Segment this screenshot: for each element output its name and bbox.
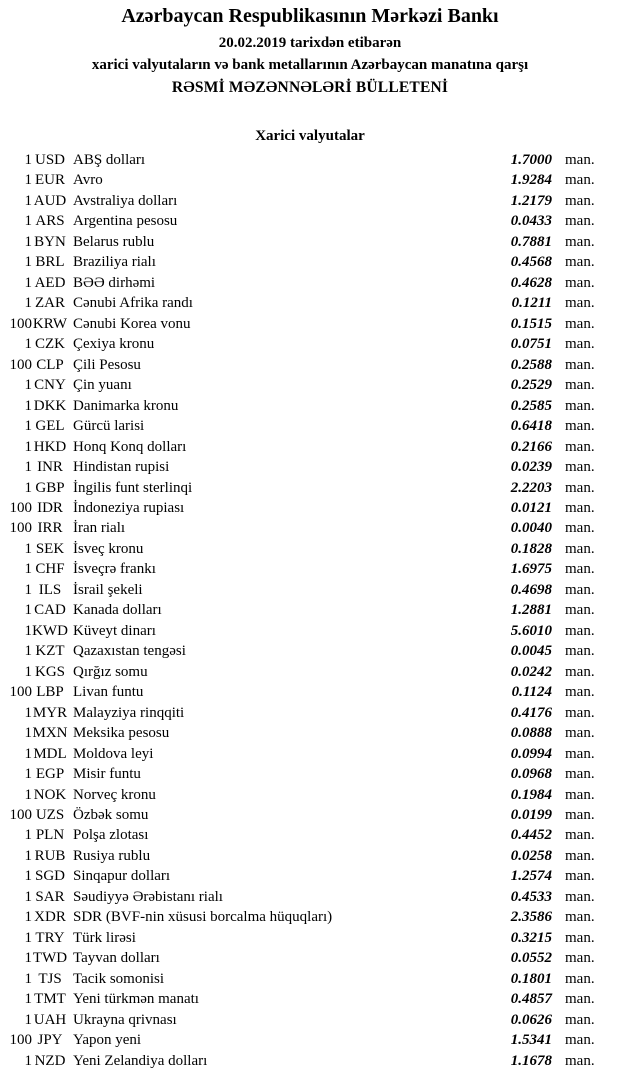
currency-name-cell: Küveyt dinarı bbox=[73, 622, 156, 639]
quantity-cell: 100 bbox=[9, 684, 32, 701]
table-row bbox=[0, 314, 597, 334]
currency-code-cell: ILS bbox=[38, 581, 62, 598]
rate-value-cell: 0.0045 bbox=[510, 643, 552, 660]
table-row bbox=[0, 744, 597, 764]
table-row bbox=[0, 928, 597, 948]
currency-code-cell: HKD bbox=[33, 438, 67, 455]
currency-name-cell: ABŞ dolları bbox=[73, 152, 146, 168]
unit-label-cell: man. bbox=[565, 745, 595, 762]
quantity-cell: 1 bbox=[24, 459, 32, 476]
table-row bbox=[0, 866, 597, 886]
currency-code-cell: AED bbox=[34, 274, 66, 291]
unit-label-cell: man. bbox=[565, 909, 595, 926]
currency-code-cell: LBP bbox=[36, 684, 64, 701]
currency-code-cell: GBP bbox=[35, 479, 65, 496]
unit-label-cell: man. bbox=[565, 1011, 595, 1028]
rate-value-cell: 0.0199 bbox=[510, 807, 552, 823]
rate-value-cell: 0.4857 bbox=[510, 991, 552, 1008]
currency-name-cell: Tayvan dolları bbox=[73, 950, 160, 967]
rate-value-cell: 0.1211 bbox=[511, 295, 552, 312]
table-row bbox=[0, 825, 597, 845]
table-row bbox=[0, 498, 597, 518]
quantity-cell: 1 bbox=[24, 1011, 32, 1028]
currency-name-cell: Qırğız somu bbox=[73, 663, 148, 680]
table-row bbox=[0, 416, 597, 436]
currency-name-cell: Danimarka kronu bbox=[73, 397, 179, 414]
currency-name-cell: Qazaxıstan tengəsi bbox=[73, 643, 186, 660]
unit-label-cell: man. bbox=[565, 766, 595, 783]
quantity-cell: 1 bbox=[24, 418, 32, 435]
rate-value-cell: 0.0239 bbox=[510, 459, 552, 476]
quantity-cell: 1 bbox=[24, 397, 32, 414]
table-row bbox=[0, 682, 597, 702]
currency-code-cell: KWD bbox=[32, 622, 68, 639]
section-title: Xarici valyutalar bbox=[255, 128, 365, 144]
quantity-cell: 1 bbox=[24, 950, 32, 967]
currency-code-cell: BRL bbox=[35, 254, 65, 271]
rate-value-cell: 1.2881 bbox=[510, 602, 552, 619]
currency-code-cell: MXN bbox=[32, 725, 68, 742]
rate-value-cell: 0.4628 bbox=[510, 274, 552, 291]
currency-code-cell: AUD bbox=[33, 192, 67, 209]
unit-label-cell: man. bbox=[565, 233, 595, 250]
currency-code-cell: MDL bbox=[33, 745, 67, 762]
unit-label-cell: man. bbox=[565, 152, 595, 168]
table-row bbox=[0, 150, 597, 170]
currency-code-cell: CZK bbox=[35, 336, 65, 353]
table-row bbox=[0, 375, 597, 395]
quantity-cell: 1 bbox=[24, 274, 32, 291]
currency-code-cell: SGD bbox=[34, 868, 65, 885]
currency-code-cell: PLN bbox=[35, 827, 65, 844]
currency-name-cell: Argentina pesosu bbox=[73, 213, 178, 230]
rate-value-cell: 0.0751 bbox=[510, 336, 552, 353]
effective-date-line: 20.02.2019 tarixdən etibarən bbox=[218, 35, 402, 51]
rate-value-cell: 2.3586 bbox=[510, 909, 552, 926]
rate-value-cell: 0.3215 bbox=[510, 929, 552, 946]
currency-name-cell: Özbək somu bbox=[73, 807, 149, 823]
currency-code-cell: CNY bbox=[34, 377, 66, 394]
unit-label-cell: man. bbox=[565, 929, 595, 946]
currency-code-cell: ARS bbox=[35, 213, 65, 230]
table-row bbox=[0, 559, 597, 579]
rate-value-cell: 0.6418 bbox=[510, 418, 552, 435]
unit-label-cell: man. bbox=[565, 295, 595, 312]
currency-code-cell: NZD bbox=[34, 1052, 66, 1069]
table-row bbox=[0, 437, 597, 457]
table-row bbox=[0, 662, 597, 682]
currency-code-cell: CHF bbox=[35, 561, 65, 578]
rate-value-cell: 0.1984 bbox=[510, 786, 552, 803]
rate-value-cell: 2.2203 bbox=[510, 479, 552, 496]
unit-label-cell: man. bbox=[565, 540, 595, 557]
currency-name-cell: SDR (BVF-nin xüsusi borcalma hüquqları) bbox=[73, 909, 333, 926]
quantity-cell: 1 bbox=[24, 827, 32, 844]
quantity-cell: 100 bbox=[9, 356, 32, 373]
rate-value-cell: 0.2529 bbox=[510, 377, 552, 394]
bank-name: Azərbaycan Respublikasının Mərkəzi Bankı bbox=[121, 5, 499, 27]
rate-value-cell: 0.0994 bbox=[510, 745, 552, 762]
unit-label-cell: man. bbox=[565, 581, 595, 598]
unit-label-cell: man. bbox=[565, 336, 595, 353]
table-row bbox=[0, 948, 597, 968]
unit-label-cell: man. bbox=[565, 274, 595, 291]
unit-label-cell: man. bbox=[565, 602, 595, 619]
table-row bbox=[0, 252, 597, 272]
currency-name-cell: Ukrayna qrivnası bbox=[73, 1011, 177, 1028]
unit-label-cell: man. bbox=[565, 172, 595, 189]
currency-name-cell: Avstraliya dolları bbox=[73, 192, 178, 209]
currency-code-cell: NOK bbox=[33, 786, 67, 803]
quantity-cell: 1 bbox=[24, 766, 32, 783]
table-row bbox=[0, 191, 597, 211]
table-row bbox=[0, 887, 597, 907]
currency-code-cell: USD bbox=[34, 152, 65, 168]
unit-label-cell: man. bbox=[565, 315, 595, 332]
currency-code-cell: EUR bbox=[35, 172, 65, 189]
rate-value-cell: 1.1678 bbox=[510, 1052, 552, 1069]
table-row bbox=[0, 1010, 597, 1030]
table-row bbox=[0, 703, 597, 723]
table-row bbox=[0, 1051, 597, 1071]
unit-label-cell: man. bbox=[565, 643, 595, 660]
quantity-cell: 1 bbox=[24, 438, 32, 455]
currency-code-cell: KGS bbox=[34, 663, 65, 680]
unit-label-cell: man. bbox=[565, 192, 595, 209]
table-row bbox=[0, 1030, 597, 1050]
quantity-cell: 1 bbox=[24, 970, 32, 987]
currency-name-cell: Tacik somonisi bbox=[73, 970, 165, 987]
unit-label-cell: man. bbox=[565, 1032, 595, 1049]
rate-value-cell: 1.5341 bbox=[510, 1032, 552, 1049]
currency-name-cell: İsrail şekeli bbox=[73, 581, 143, 598]
currency-code-cell: XDR bbox=[34, 909, 66, 926]
currency-code-cell: BYN bbox=[34, 233, 66, 250]
quantity-cell: 1 bbox=[24, 479, 32, 496]
quantity-cell: 1 bbox=[24, 622, 32, 639]
currency-name-cell: Yeni türkmən manatı bbox=[73, 991, 199, 1008]
rate-value-cell: 1.6975 bbox=[510, 561, 552, 578]
currency-code-cell: RUB bbox=[34, 847, 66, 864]
quantity-cell: 1 bbox=[24, 786, 32, 803]
currency-code-cell: KZT bbox=[35, 643, 65, 660]
unit-label-cell: man. bbox=[565, 479, 595, 496]
unit-label-cell: man. bbox=[565, 561, 595, 578]
currency-name-cell: Çexiya kronu bbox=[73, 336, 155, 353]
currency-name-cell: Kanada dolları bbox=[73, 602, 162, 619]
unit-label-cell: man. bbox=[565, 1052, 595, 1069]
rate-value-cell: 1.7000 bbox=[510, 152, 552, 168]
currency-code-cell: SEK bbox=[35, 540, 65, 557]
currency-name-cell: Honq Konq dolları bbox=[73, 438, 187, 455]
rate-value-cell: 0.1828 bbox=[510, 540, 552, 557]
rate-value-cell: 5.6010 bbox=[510, 622, 552, 639]
rate-value-cell: 0.0242 bbox=[510, 663, 552, 680]
table-row bbox=[0, 273, 597, 293]
unit-label-cell: man. bbox=[565, 356, 595, 373]
rate-value-cell: 0.4568 bbox=[510, 254, 552, 271]
currency-name-cell: Hindistan rupisi bbox=[73, 459, 170, 476]
currency-code-cell: UZS bbox=[35, 807, 65, 823]
currency-code-cell: DKK bbox=[33, 397, 67, 414]
rate-value-cell: 0.0040 bbox=[510, 520, 552, 537]
quantity-cell: 1 bbox=[24, 213, 32, 230]
currency-name-cell: Rusiya rublu bbox=[73, 847, 151, 864]
rate-value-cell: 0.0968 bbox=[510, 766, 552, 783]
rate-value-cell: 0.1124 bbox=[511, 684, 552, 701]
subject-line: xarici valyutaların və bank metallarının Azərbaycan manatına qarşı bbox=[91, 57, 529, 73]
rate-value-cell: 1.2179 bbox=[510, 192, 552, 209]
unit-label-cell: man. bbox=[565, 499, 595, 516]
unit-label-cell: man. bbox=[565, 868, 595, 885]
quantity-cell: 1 bbox=[24, 581, 32, 598]
unit-label-cell: man. bbox=[565, 725, 595, 742]
currency-name-cell: Meksika pesosu bbox=[73, 725, 170, 742]
rate-value-cell: 0.2585 bbox=[510, 397, 552, 414]
table-row bbox=[0, 355, 597, 375]
table-row bbox=[0, 478, 597, 498]
currency-name-cell: Polşa zlotası bbox=[73, 827, 149, 844]
currency-name-cell: Cənubi Afrika randı bbox=[73, 295, 193, 312]
unit-label-cell: man. bbox=[565, 807, 595, 823]
table-row bbox=[0, 293, 597, 313]
quantity-cell: 1 bbox=[24, 254, 32, 271]
rate-value-cell: 0.4698 bbox=[510, 581, 552, 598]
unit-label-cell: man. bbox=[565, 459, 595, 476]
quantity-cell: 1 bbox=[24, 868, 32, 885]
currency-name-cell: Avro bbox=[73, 172, 103, 189]
currency-code-cell: UAH bbox=[33, 1011, 67, 1028]
quantity-cell: 100 bbox=[9, 1032, 32, 1049]
quantity-cell: 1 bbox=[24, 602, 32, 619]
rate-value-cell: 0.4452 bbox=[510, 827, 552, 844]
currency-name-cell: Cənubi Korea vonu bbox=[73, 315, 191, 332]
quantity-cell: 1 bbox=[24, 152, 32, 168]
currency-name-cell: Livan funtu bbox=[73, 684, 144, 701]
currency-code-cell: MYR bbox=[32, 704, 68, 721]
currency-name-cell: Çili Pesosu bbox=[73, 356, 141, 373]
quantity-cell: 100 bbox=[9, 520, 32, 537]
quantity-cell: 100 bbox=[9, 315, 32, 332]
table-row bbox=[0, 600, 597, 620]
currency-name-cell: Çin yuanı bbox=[73, 377, 132, 394]
currency-code-cell: GEL bbox=[35, 418, 65, 435]
quantity-cell: 100 bbox=[9, 807, 32, 823]
currency-name-cell: İran rialı bbox=[73, 520, 126, 537]
unit-label-cell: man. bbox=[565, 377, 595, 394]
rate-value-cell: 1.2574 bbox=[510, 868, 552, 885]
currency-name-cell: Malayziya rinqqiti bbox=[73, 704, 185, 721]
currency-code-cell: EGP bbox=[35, 766, 65, 783]
unit-label-cell: man. bbox=[565, 213, 595, 230]
table-row bbox=[0, 785, 597, 805]
rates-table bbox=[0, 150, 597, 1071]
quantity-cell: 1 bbox=[24, 295, 32, 312]
table-row bbox=[0, 211, 597, 231]
quantity-cell: 1 bbox=[24, 847, 32, 864]
table-row bbox=[0, 723, 597, 743]
table-row bbox=[0, 907, 597, 927]
currency-code-cell: TWD bbox=[32, 950, 68, 967]
unit-label-cell: man. bbox=[565, 418, 595, 435]
rate-value-cell: 0.0121 bbox=[510, 499, 552, 516]
table-row bbox=[0, 170, 597, 190]
currency-code-cell: SAR bbox=[35, 888, 65, 905]
quantity-cell: 1 bbox=[24, 704, 32, 721]
quantity-cell: 1 bbox=[24, 1052, 32, 1069]
rate-value-cell: 0.1515 bbox=[510, 315, 552, 332]
unit-label-cell: man. bbox=[565, 704, 595, 721]
currency-code-cell: JPY bbox=[37, 1032, 63, 1049]
table-row bbox=[0, 457, 597, 477]
table-row bbox=[0, 989, 597, 1009]
unit-label-cell: man. bbox=[565, 622, 595, 639]
currency-code-cell: IRR bbox=[37, 520, 63, 537]
currency-name-cell: İndoneziya rupiası bbox=[73, 499, 185, 516]
currency-name-cell: Yapon yeni bbox=[73, 1032, 142, 1049]
unit-label-cell: man. bbox=[565, 888, 595, 905]
unit-label-cell: man. bbox=[565, 663, 595, 680]
currency-name-cell: BƏƏ dirhəmi bbox=[73, 274, 156, 291]
currency-name-cell: Səudiyyə Ərəbistanı rialı bbox=[73, 888, 223, 905]
table-row bbox=[0, 641, 597, 661]
quantity-cell: 1 bbox=[24, 745, 32, 762]
quantity-cell: 1 bbox=[24, 540, 32, 557]
unit-label-cell: man. bbox=[565, 438, 595, 455]
rate-value-cell: 0.2588 bbox=[510, 356, 552, 373]
rate-value-cell: 0.7881 bbox=[510, 233, 552, 250]
bulletin-title: RƏSMİ MƏZƏNNƏLƏRİ BÜLLETENİ bbox=[171, 79, 449, 96]
table-row bbox=[0, 846, 597, 866]
rate-value-cell: 1.9284 bbox=[510, 172, 552, 189]
table-row bbox=[0, 396, 597, 416]
table-row bbox=[0, 580, 597, 600]
quantity-cell: 1 bbox=[24, 172, 32, 189]
currency-name-cell: Sinqapur dolları bbox=[73, 868, 171, 885]
table-row bbox=[0, 539, 597, 559]
currency-code-cell: TRY bbox=[35, 929, 65, 946]
unit-label-cell: man. bbox=[565, 950, 595, 967]
unit-label-cell: man. bbox=[565, 847, 595, 864]
quantity-cell: 1 bbox=[24, 233, 32, 250]
rate-value-cell: 0.4176 bbox=[510, 704, 552, 721]
quantity-cell: 1 bbox=[24, 561, 32, 578]
unit-label-cell: man. bbox=[565, 684, 595, 701]
rate-value-cell: 0.0626 bbox=[510, 1011, 552, 1028]
table-row bbox=[0, 621, 597, 641]
currency-code-cell: IDR bbox=[37, 499, 63, 516]
unit-label-cell: man. bbox=[565, 397, 595, 414]
quantity-cell: 1 bbox=[24, 336, 32, 353]
currency-name-cell: İsveç kronu bbox=[73, 540, 144, 557]
currency-name-cell: Moldova leyi bbox=[73, 745, 154, 762]
currency-name-cell: İngilis funt sterlinqi bbox=[73, 479, 193, 496]
quantity-cell: 1 bbox=[24, 991, 32, 1008]
currency-name-cell: İsveçrə frankı bbox=[73, 561, 156, 578]
currency-name-cell: Norveç kronu bbox=[73, 786, 156, 803]
rate-value-cell: 0.0433 bbox=[510, 213, 552, 230]
currency-name-cell: Belarus rublu bbox=[73, 233, 155, 250]
rate-value-cell: 0.0552 bbox=[510, 950, 552, 967]
unit-label-cell: man. bbox=[565, 254, 595, 271]
table-row bbox=[0, 232, 597, 252]
currency-name-cell: Braziliya rialı bbox=[73, 254, 156, 271]
rate-value-cell: 0.0258 bbox=[510, 847, 552, 864]
currency-code-cell: KRW bbox=[32, 315, 68, 332]
currency-name-cell: Türk lirəsi bbox=[73, 929, 136, 946]
quantity-cell: 1 bbox=[24, 643, 32, 660]
table-row bbox=[0, 518, 597, 538]
quantity-cell: 1 bbox=[24, 377, 32, 394]
currency-code-cell: CLP bbox=[36, 356, 64, 373]
currency-code-cell: INR bbox=[37, 459, 63, 476]
table-row bbox=[0, 969, 597, 989]
currency-name-cell: Yeni Zelandiya dolları bbox=[73, 1052, 208, 1069]
currency-code-cell: TMT bbox=[34, 991, 66, 1008]
rate-value-cell: 0.2166 bbox=[510, 438, 552, 455]
rate-value-cell: 0.4533 bbox=[510, 888, 552, 905]
currency-code-cell: ZAR bbox=[35, 295, 65, 312]
table-row bbox=[0, 805, 597, 825]
quantity-cell: 1 bbox=[24, 725, 32, 742]
unit-label-cell: man. bbox=[565, 786, 595, 803]
quantity-cell: 1 bbox=[24, 663, 32, 680]
quantity-cell: 1 bbox=[24, 192, 32, 209]
rate-value-cell: 0.0888 bbox=[510, 725, 552, 742]
quantity-cell: 100 bbox=[9, 499, 32, 516]
quantity-cell: 1 bbox=[24, 888, 32, 905]
currency-code-cell: CAD bbox=[34, 602, 66, 619]
quantity-cell: 1 bbox=[24, 929, 32, 946]
unit-label-cell: man. bbox=[565, 970, 595, 987]
currency-name-cell: Misir funtu bbox=[73, 766, 141, 783]
unit-label-cell: man. bbox=[565, 520, 595, 537]
currency-code-cell: TJS bbox=[38, 970, 62, 987]
currency-name-cell: Gürcü larisi bbox=[73, 418, 145, 435]
unit-label-cell: man. bbox=[565, 991, 595, 1008]
table-row bbox=[0, 334, 597, 354]
unit-label-cell: man. bbox=[565, 827, 595, 844]
quantity-cell: 1 bbox=[24, 909, 32, 926]
table-row bbox=[0, 764, 597, 784]
rate-value-cell: 0.1801 bbox=[510, 970, 552, 987]
